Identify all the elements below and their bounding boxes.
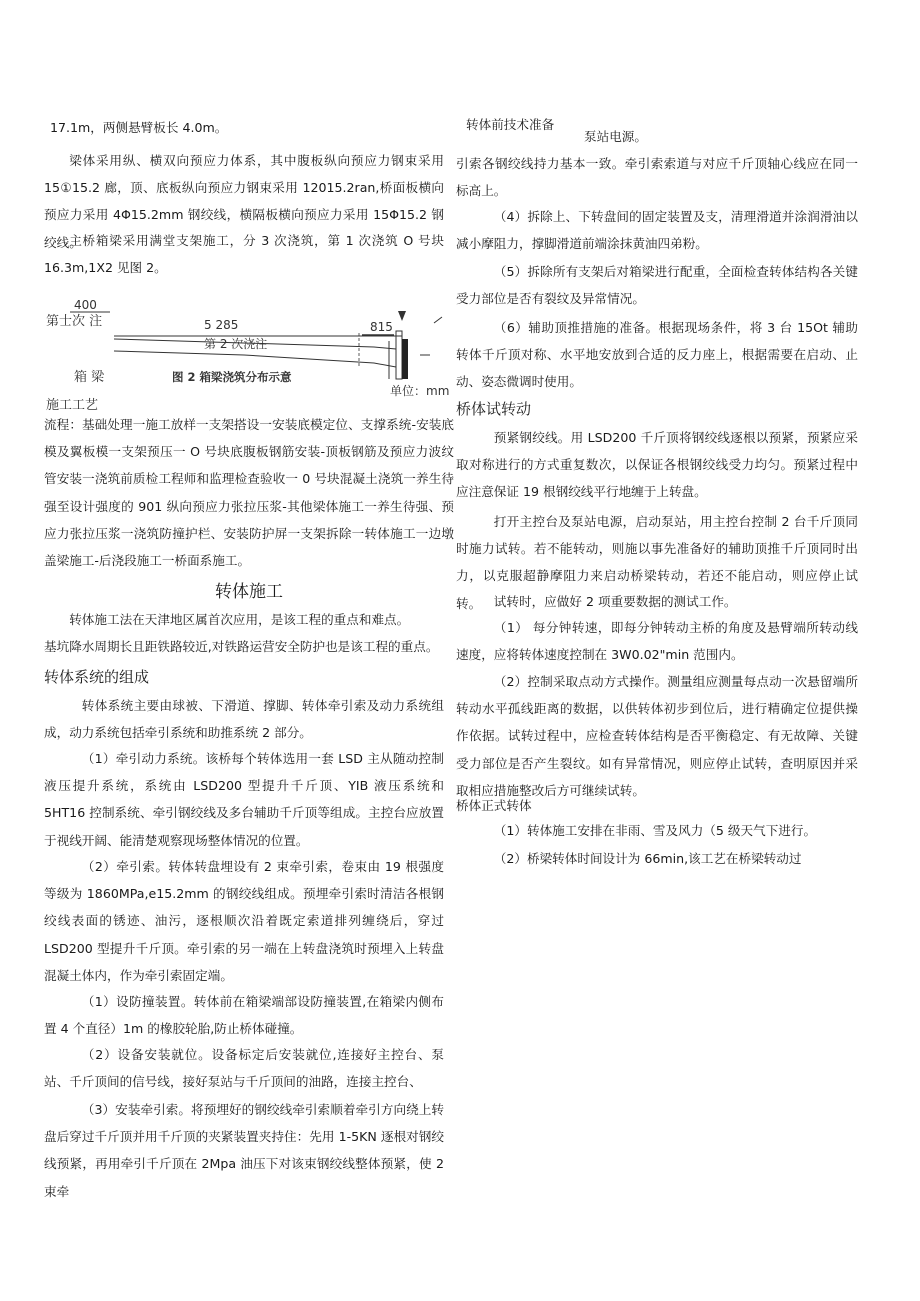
label-400: 400	[74, 298, 97, 312]
arrow-down-icon	[398, 311, 406, 321]
label-box-beam: 箱 梁	[74, 370, 105, 385]
paragraph: 引索各钢绞线持力基本一致。牵引索索道与对应千斤顶轴心线应在同一标高上。	[456, 156, 858, 199]
paragraph: （1）设防撞装置。转体前在箱梁端部设防撞装置,在箱梁内侧布置 4 个直径）1m 的橡胶轮胎,防止桥体碰撞。	[44, 994, 444, 1037]
paragraph: （3）安装牵引索。将预埋好的钢绞线牵引索顺着牵引方向绕上转盘后穿过千斤顶并用千斤顶的夹紧装置夹持住：先用 1-5KN 逐根对钢绞线预紧，再用牵引千斤顶在 2Mpa 油压下对该束钢绞线整体预紧，使 2 束牵	[44, 1102, 444, 1199]
label-5285: 5 285	[204, 318, 239, 332]
figure-caption: 图 2 箱梁浇筑分布示意	[172, 370, 292, 384]
paragraph: （2）牵引索。转体转盘埋设有 2 束牵引索，卷束由 19 根强度等级为 1860MPa,e15.2mm 的钢绞线组成。预埋牵引索时清洁各根钢绞线表面的锈迹、油污，逐根顺次沿着既定索道排列缠绕后，穿过 LSD200 型提升千斤顶。牵引索的另一端在上转盘浇筑时预埋入上转盘混凝土体内，作为牵引索固定端。	[44, 859, 444, 983]
paragraph: （2）控制采取点动方式操作。测量组应测量每点动一次悬留端所转动水平孤线距离的数据，以供转体初步到位后，进行精确定位提供操作依据。试转过程中，应检查转体结构是否平衡稳定、有无故障、关键受力部位是否产生裂纹。如有异常情况，则应停止试转，查明原因并采取相应措施整改后方可继续试转。	[456, 674, 858, 798]
paragraph-fragment: 泵站电源。	[584, 129, 647, 144]
subsection-heading: 转体系统的组成	[44, 668, 150, 686]
paragraph: 转体系统主要由球被、下滑道、撑脚、转体牵引索及动力系统组成，动力系统包括牵引系统和助推系统 2 部分。	[44, 698, 444, 741]
paragraph: （4）拆除上、下转盘间的固定装置及支，清理滑道并涂润滑油以减小摩阻力，撑脚滑道前端涂抹黄油四弟粉。	[456, 209, 858, 252]
paragraph: 17.1m，两侧悬臂板长 4.0m。	[50, 120, 228, 135]
subsection-heading: 桥体正式转体	[456, 798, 532, 813]
label-second-pour: 第 2 次浇注	[204, 337, 268, 351]
paragraph: （1）牵引动力系统。该桥每个转体选用一套 LSD 主从随动控制液压提升系统，系统由 LSD200 型提升千斤顶、YIB 液压系统和 5HT16 控制系统、牵引钢绞线及多台辅助千斤顶等组成。主控台应放置于视线开阔、能清楚观察现场整体情况的位置。	[44, 751, 444, 848]
label-unit: 单位：mm	[390, 384, 450, 398]
paragraph: 梁体采用纵、横双向预应力体系，其中腹板纵向预应力钢束采用 15①15.2 廊，顶、底板纵向预应力钢束采用 12015.2ran,桥面板横向预应力采用 4Φ15.2mm 钢绞线，横隔板横向预应力采用 15Φ15.2 钢绞线。	[44, 153, 444, 250]
box-beam-diagram	[44, 295, 454, 417]
pier-block	[396, 331, 402, 379]
paragraph: 基坑降水周期长且距铁路较近,对铁路运营安全防护也是该工程的重点。	[44, 639, 439, 654]
label-construction: 施工工艺	[46, 398, 99, 413]
subsection-heading: 桥体试转动	[456, 400, 532, 418]
paragraph: 主桥箱梁采用满堂支架施工，分 3 次浇筑，第 1 次浇筑 O 号块 16.3m,1X2 见图 2。	[44, 233, 444, 276]
pier-column	[402, 339, 408, 379]
tick-mark	[434, 317, 442, 323]
paragraph: 打开主控台及泵站电源，启动泵站，用主控台控制 2 台千斤顶同时施力试转。若不能转动，则施以事先准备好的辅助顶推千斤顶同时出力，以克服超静摩阻力来启动桥梁转动，若还不能启动，则应停止试转。	[456, 514, 858, 611]
paragraph: （5）拆除所有支架后对箱梁进行配重，全面检查转体结构各关键受力部位是否有裂纹及异常情况。	[456, 264, 858, 307]
figure-box-beam-pour	[44, 295, 454, 417]
paragraph: 试转时，应做好 2 项重要数据的测试工作。	[493, 594, 737, 609]
subsection-heading: 转体前技术准备	[466, 117, 555, 132]
paragraph: 预紧钢绞线。用 LSD200 千斤顶将钢绞线逐根以预紧，预紧应采取对称进行的方式重复数次，以保证各根钢绞线受力均匀。预紧过程中应注意保证 19 根钢绞线平行地缠于上转盘。	[456, 430, 858, 500]
paragraph: （6）辅助顶推措施的准备。根据现场条件，将 3 台 15Ot 辅助转体千斤顶对称、水平地安放到合适的反力座上，根据需要在启动、止动、姿态微调时使用。	[456, 320, 858, 390]
paragraph: 转体施工法在天津地区属首次应用，是该工程的重点和难点。	[69, 612, 410, 627]
label-first-pour: 第士次 注	[46, 314, 103, 329]
beam-bottom-slope	[114, 351, 396, 367]
section-heading: 转体施工	[215, 582, 283, 602]
paragraph: （2）桥梁转体时间设计为 66min,该工艺在桥梁转动过	[493, 851, 802, 866]
paragraph: （1）转体施工安排在非雨、雪及风力（5 级天气下进行。	[493, 823, 817, 838]
label-815: 815	[370, 320, 393, 334]
paragraph: （2）设备安装就位。设备标定后安装就位,连接好主控台、泵站、千斤顶间的信号线，接好泵站与千斤顶间的油路，连接主控台、	[44, 1047, 444, 1090]
paragraph: （1） 每分钟转速，即每分钟转动主桥的角度及悬臂端所转动线速度，应将转体速度控制在 3W0.02"min 范围内。	[456, 620, 858, 663]
paragraph: 流程：基础处理一施工放样一支架搭设一安装底模定位、支撑系统-安装底模及翼板模一支架预压一 O 号块底腹板钢筋安装-顶板钢筋及预应力波纹管安装一浇筑前质检工程师和监理检查验收一 0 号块混凝土浇筑一养生待强至设计强度的 901 纵向预应力张拉压浆-其他梁体施工一养生待强、预应力张拉压浆一浇筑防撞护栏、安装防护屏一支架拆除一转体施工一边墩盖梁施工-后浇段施工一桥面系施工。	[44, 417, 454, 569]
